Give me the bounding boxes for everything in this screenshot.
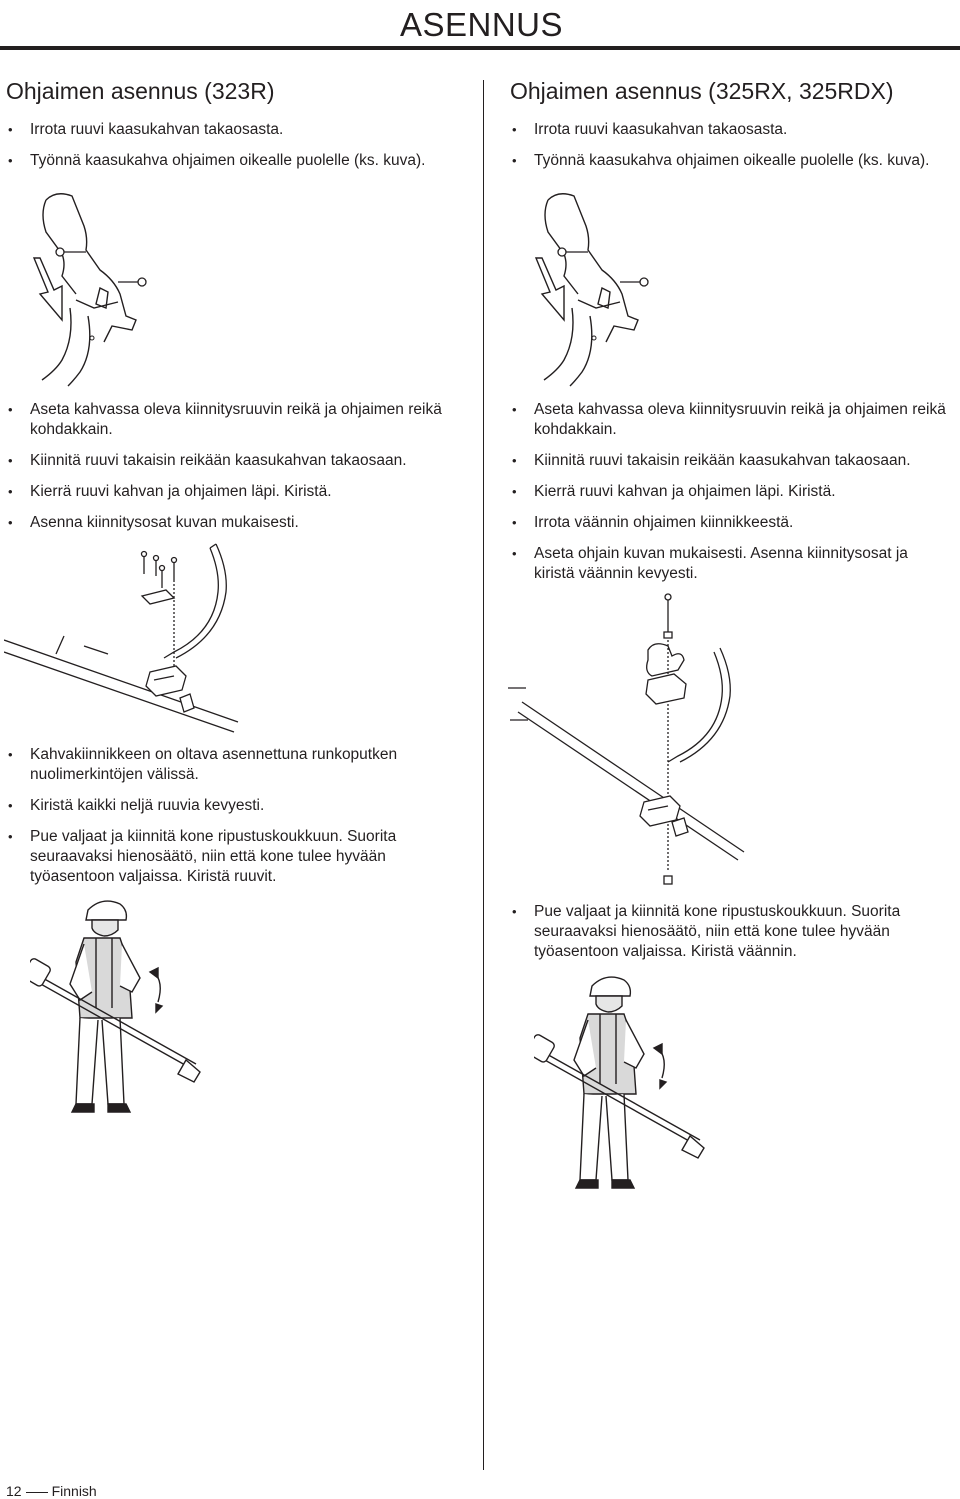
throttle-handle-figure: [30, 188, 180, 388]
list-item: • Aseta kahvassa oleva kiinnitysruuvin reikä ja ohjaimen reikä kohdakkain.: [6, 400, 466, 440]
handle-bracket-figure: [508, 592, 748, 892]
footer-dash: [26, 1492, 48, 1493]
header-rule: [0, 46, 960, 50]
list-item: • Aseta ohjain kuvan mukaisesti. Asenna kiinnitysosat ja kiristä väännin kevyesti.: [510, 544, 950, 584]
page-header-title: ASENNUS: [399, 6, 563, 43]
list-item: • Pue valjaat ja kiinnitä kone ripustuskoukkuun. Suorita seuraavaksi hienosäätö, niin että kone tulee hyvään työasentoon valjaissa. Kiristä väännin.: [510, 902, 950, 962]
list-item: • Kierrä ruuvi kahvan ja ohjaimen läpi. Kiristä.: [6, 482, 466, 502]
right-steps-a: [510, 120, 950, 182]
left-steps-c: [6, 745, 466, 898]
operator-figure: [534, 968, 724, 1198]
list-item: • Kierrä ruuvi kahvan ja ohjaimen läpi. Kiristä.: [510, 482, 950, 502]
list-item: • Irrota väännin ohjaimen kiinnikkeestä.: [510, 513, 950, 533]
right-steps-c: [510, 902, 950, 973]
handle-bracket-figure: [4, 540, 244, 740]
page-number: 12: [6, 1483, 22, 1499]
list-item: • Asenna kiinnitysosat kuvan mukaisesti.: [6, 513, 466, 533]
list-item: • Aseta kahvassa oleva kiinnitysruuvin reikä ja ohjaimen reikä kohdakkain.: [510, 400, 950, 440]
list-item: • Kahvakiinnikkeen on oltava asennettuna runkoputken nuolimerkintöjen välissä.: [6, 745, 466, 785]
page-footer: [6, 1483, 97, 1499]
section-title-325rx: Ohjaimen asennus (325RX, 325RDX): [510, 78, 894, 104]
list-item: • Työnnä kaasukahva ohjaimen oikealle puolelle (ks. kuva).: [510, 151, 950, 171]
list-item: • Pue valjaat ja kiinnitä kone ripustuskoukkuun. Suorita seuraavaksi hienosäätö, niin että kone tulee hyvään työasentoon valjaissa. Kiristä ruuvit.: [6, 827, 466, 887]
list-item: • Kiinnitä ruuvi takaisin reikään kaasukahvan takaosaan.: [6, 451, 466, 471]
section-title-323r: Ohjaimen asennus (323R): [6, 78, 275, 104]
right-steps-b: [510, 400, 950, 595]
list-item: • Kiinnitä ruuvi takaisin reikään kaasukahvan takaosaan.: [510, 451, 950, 471]
left-steps-b: [6, 400, 466, 544]
list-item: • Kiristä kaikki neljä ruuvia kevyesti.: [6, 796, 466, 816]
list-item: • Työnnä kaasukahva ohjaimen oikealle puolelle (ks. kuva).: [6, 151, 466, 171]
footer-language: Finnish: [51, 1483, 97, 1499]
throttle-handle-figure: [532, 188, 682, 388]
list-item: • Irrota ruuvi kaasukahvan takaosasta.: [510, 120, 950, 140]
operator-figure: [30, 892, 220, 1122]
column-divider: [483, 80, 484, 1470]
left-steps-a: [6, 120, 466, 182]
list-item: • Irrota ruuvi kaasukahvan takaosasta.: [6, 120, 466, 140]
